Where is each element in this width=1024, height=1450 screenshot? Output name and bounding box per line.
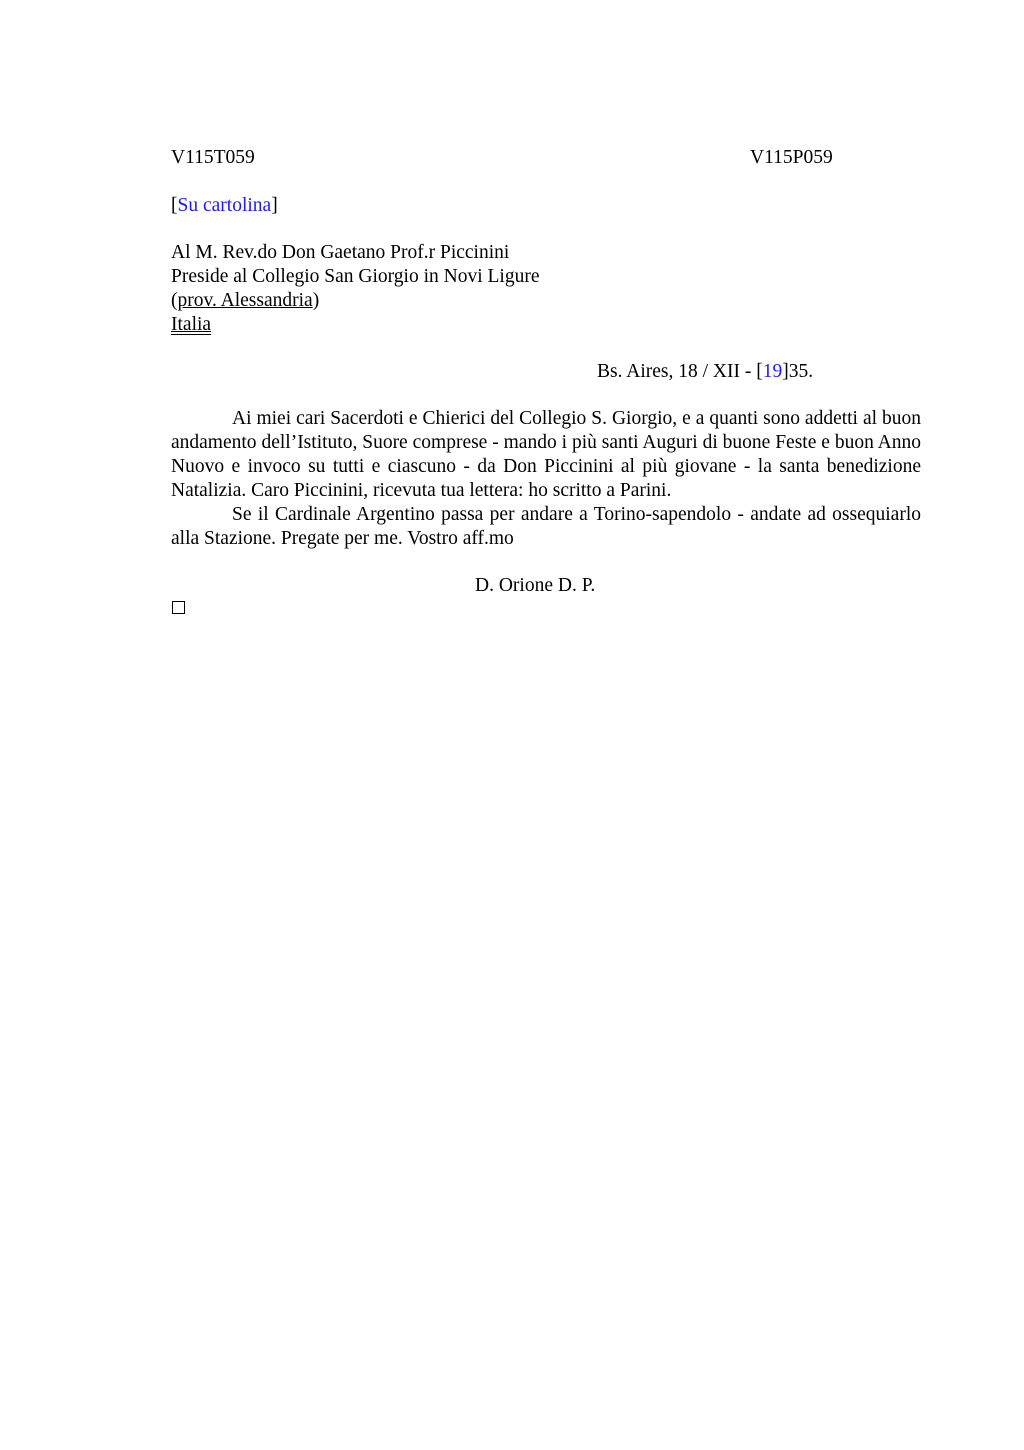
address-country-text: Italia <box>171 314 212 335</box>
document-code-left: V115T059 <box>171 147 255 168</box>
date-suffix: ]35. <box>782 361 814 382</box>
date-inserted: 19 <box>762 361 783 382</box>
document-code-right: V115P059 <box>750 147 833 168</box>
square-outline-icon <box>172 601 185 614</box>
note-close-bracket: ] <box>271 195 278 216</box>
address-country <box>171 313 211 337</box>
address-line-1: Al M. Rev.do Don Gaetano Prof.r Piccinini <box>171 242 510 263</box>
address-province: prov. Alessandria <box>177 290 313 311</box>
letter-date <box>597 360 813 384</box>
address-line-3 <box>171 289 319 313</box>
editorial-note <box>171 194 278 218</box>
address-line-2: Preside al Collegio San Giorgio in Novi Ligure <box>171 266 540 287</box>
note-open-bracket: [ <box>171 195 178 216</box>
date-prefix: Bs. Aires, 18 / XII - [ <box>597 361 763 382</box>
signature: D. Orione D. P. <box>475 575 596 596</box>
address-paren-open: ( <box>171 290 178 311</box>
body-paragraph-2: Se il Cardinale Argentino passa per andare a Torino-sapendolo - andate ad ossequiarlo alla Stazione. Pregate per me. Vostro aff.mo <box>171 504 921 549</box>
body-paragraph-1: Ai miei cari Sacerdoti e Chierici del Collegio S. Giorgio, e a quanti sono addetti al buon andamento dell’Istituto, Suore comprese - mando i più santi Auguri di buone Feste e buon Anno Nuovo e invoco su tutti e ciascuno - da Don Piccinini al più giovane - la santa benedizione Natalizia. Caro Piccinini, ricevuta tua lettera: ho scritto a Parini. <box>171 408 921 501</box>
address-paren-close: ) <box>312 290 320 311</box>
note-text: Su cartolina <box>177 195 272 216</box>
